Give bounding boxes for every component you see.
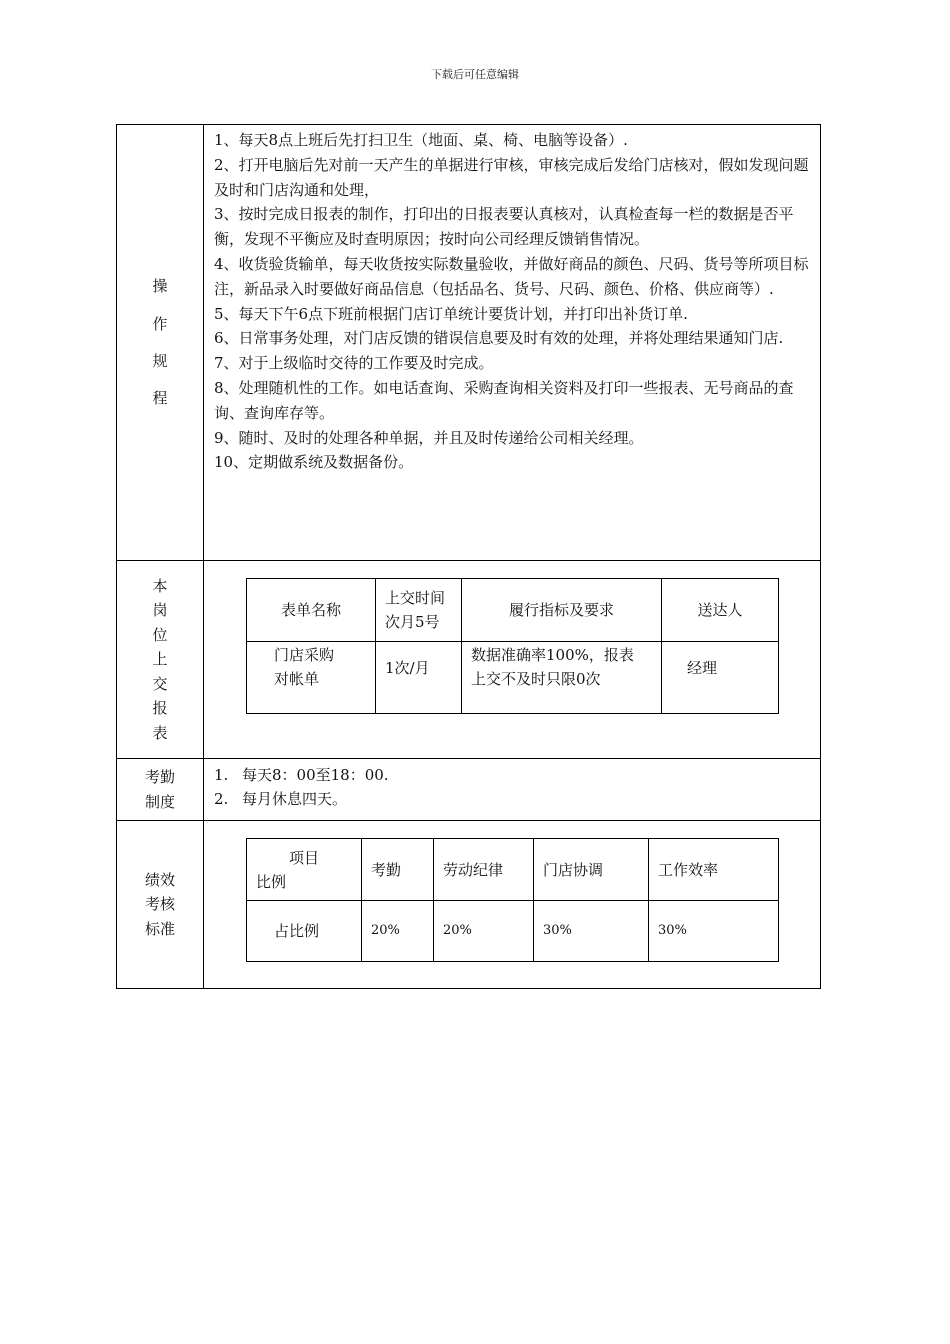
reports-label-char: 岗 [152, 601, 168, 620]
reports-header-name: 表单名称 [247, 579, 376, 642]
performance-label-line: 绩效 [144, 870, 175, 889]
attendance-label-line: 考勤 [144, 768, 175, 786]
attendance-item-text: 每月休息四天。 [242, 790, 348, 808]
performance-value-efficiency: 30% [649, 901, 779, 962]
performance-value-attendance: 20% [362, 901, 434, 962]
attendance-item-text: 每天8：00至18：00. [242, 766, 389, 784]
reports-header-time-line1: 上交时间 [385, 589, 446, 607]
attendance-row [117, 759, 821, 821]
operation-item: 9、随时、及时的处理各种单据，并且及时传递给公司相关经理。 [214, 428, 644, 447]
attendance-item [214, 763, 812, 787]
reports-header-time-line2: 次月5号 [385, 613, 440, 631]
report-requirement-line1: 数据准确率100%，报表 [471, 646, 634, 664]
report-form-name-line1: 门店采购 [274, 646, 335, 664]
reports-table [246, 578, 779, 714]
reports-data-row [247, 642, 779, 714]
operation-item: 3、按时完成日报表的制作，打印出的日报表要认真核对，认真检查每一栏的数据是否平衡，发现不平衡应及时查明原因；按时向公司经理反馈销售情况。 [214, 205, 794, 249]
reports-label-char: 表 [152, 723, 168, 742]
attendance-item-number: 2. [214, 790, 229, 808]
operation-item: 8、处理随机性的工作。如电话查询、采购查询相关资料及打印一些报表、无号商品的查询、查询库存等。 [214, 378, 794, 422]
operation-item: 1、每天8点上班后先打扫卫生（地面、桌、椅、电脑等设备）. [214, 131, 628, 149]
performance-label [117, 821, 204, 989]
performance-row [117, 821, 821, 989]
performance-value-coordination: 30% [534, 901, 649, 962]
performance-label-line: 标准 [144, 919, 175, 938]
operation-item: 7、对于上级临时交待的工作要及时完成。 [214, 354, 494, 373]
report-requirement-line2: 上交不及时只限0次 [471, 670, 601, 688]
reports-label [117, 561, 204, 759]
performance-table [246, 838, 779, 962]
operations-row [117, 125, 821, 561]
performance-content [204, 821, 821, 989]
performance-corner-top: 项目 [289, 848, 320, 867]
reports-header-recipient: 送达人 [662, 579, 779, 642]
reports-label-char: 交 [152, 674, 168, 693]
reports-label-char: 上 [152, 650, 168, 669]
operation-item: 2、打开电脑后先对前一天产生的单据进行审核，审核完成后发给门店核对，假如发现问题及时和门店沟通和处理， [214, 155, 809, 199]
attendance-label [117, 759, 204, 821]
reports-header-time [376, 579, 462, 642]
operation-item: 10、定期做系统及数据备份。 [214, 453, 414, 472]
performance-header-coordination: 门店协调 [534, 839, 649, 901]
performance-data-row [247, 901, 779, 962]
attendance-label-line: 制度 [144, 792, 175, 811]
report-recipient: 经理 [662, 642, 779, 714]
operations-label-char: 操 [152, 277, 168, 296]
reports-row [117, 561, 821, 759]
report-form-name-line2: 对帐单 [274, 670, 320, 688]
job-description-table [116, 124, 821, 989]
reports-header-row [247, 579, 779, 642]
report-form-name [247, 642, 376, 714]
page-header: 下载后可任意编辑 [431, 68, 519, 81]
performance-value-discipline: 20% [434, 901, 534, 962]
attendance-item [214, 787, 812, 811]
performance-label-line: 考核 [144, 895, 175, 914]
attendance-item-number: 1. [214, 766, 229, 784]
reports-content [204, 561, 821, 759]
operations-label-char: 规 [152, 351, 168, 370]
performance-corner-bottom: 比例 [256, 872, 287, 891]
reports-label-char: 本 [152, 576, 168, 595]
operation-item: 4、收货验货输单，每天收货按实际数量验收，并做好商品的颜色、尺码、货号等所项目标注，新品录入时要做好商品信息（包括品名、货号、尺码、颜色、价格、供应商等）. [214, 254, 809, 298]
reports-label-char: 位 [152, 625, 168, 644]
performance-corner-cell [247, 839, 362, 901]
performance-header-row [247, 839, 779, 901]
performance-header-efficiency: 工作效率 [649, 839, 779, 901]
operation-item: 5、每天下午6点下班前根据门店订单统计要货计划，并打印出补货订单. [214, 304, 688, 323]
performance-row-label: 占比例 [247, 901, 362, 962]
operations-label-char: 程 [152, 389, 168, 408]
reports-header-requirement: 履行指标及要求 [462, 579, 662, 642]
report-requirement [462, 642, 662, 714]
operations-content [204, 125, 821, 561]
report-frequency: 1次/月 [376, 642, 462, 714]
performance-header-discipline: 劳动纪律 [434, 839, 534, 901]
attendance-content [204, 759, 821, 821]
operation-item: 6、日常事务处理，对门店反馈的错误信息要及时有效的处理，并将处理结果通知门店. [214, 329, 784, 348]
reports-label-char: 报 [152, 699, 168, 718]
operations-label [117, 125, 204, 561]
performance-header-attendance: 考勤 [362, 839, 434, 901]
operations-label-char: 作 [152, 314, 168, 333]
